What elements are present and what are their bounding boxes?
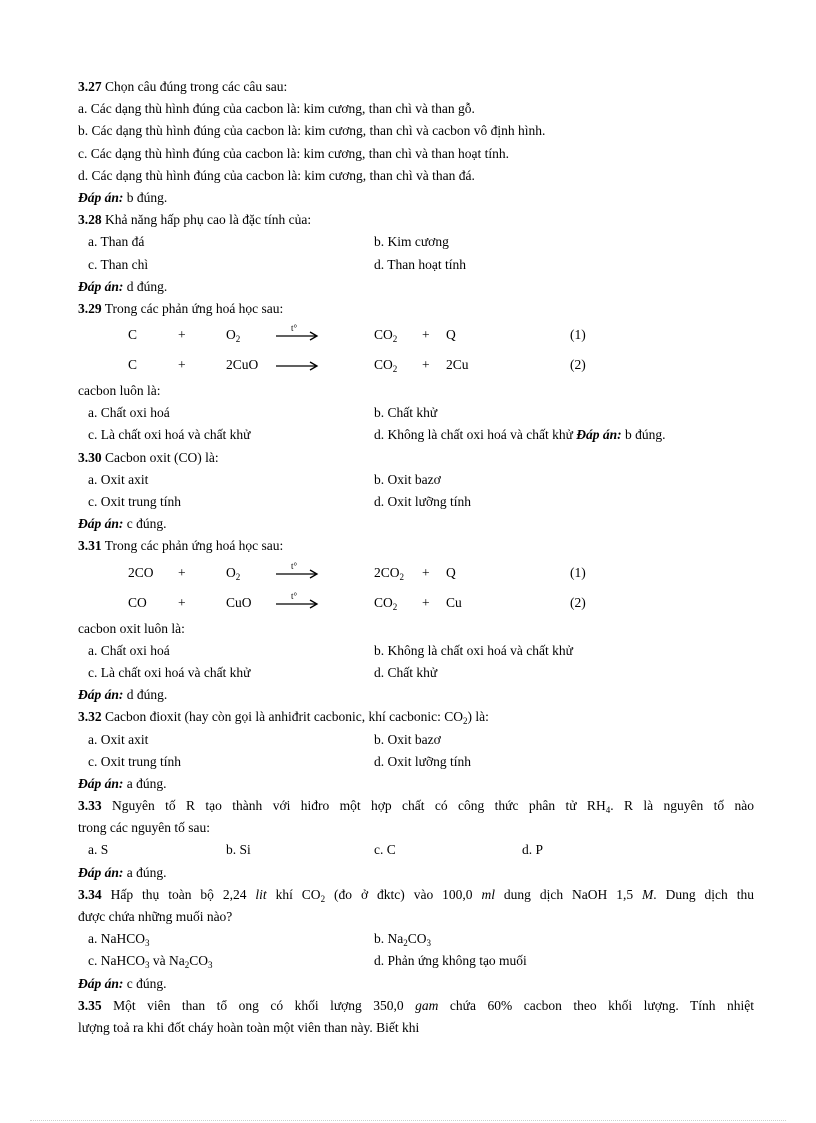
heat-label: t°: [291, 560, 298, 571]
reaction-number: (1): [570, 564, 586, 580]
question-text: Một viên than tổ ong có khối lượng 350,0 gam chứa 60% cacbon theo khối lượng. Tính nhiệt: [113, 997, 754, 1013]
plus-sign: +: [178, 327, 186, 343]
plus-sign: +: [422, 327, 430, 343]
options-row: [78, 424, 754, 446]
answer-value: b đúng.: [621, 427, 666, 443]
question-text-line-2: được chứa những muối nào?: [78, 909, 233, 924]
answer-label: Đáp án:: [78, 189, 124, 205]
question-3-32: [78, 706, 754, 728]
answer-value: b đúng.: [123, 189, 168, 205]
question-text: Trong các phản ứng hoá học sau:: [104, 300, 284, 316]
option-a: a. Chất oxi hoá: [88, 642, 170, 658]
plus-sign: +: [422, 564, 430, 580]
reactant-2: CuO: [226, 594, 252, 610]
options-row: [78, 729, 754, 751]
product-2: Cu: [446, 594, 462, 610]
options-row: [78, 950, 754, 972]
option-d: d. Phản ứng không tạo muối: [374, 953, 527, 969]
reaction-2: [78, 588, 754, 618]
question-number: 3.34: [78, 886, 102, 902]
options-row: [78, 469, 754, 491]
option-c: c. NaHCO$_3$ và $Na_2CO_3$: [88, 953, 213, 971]
option-d: d. Chất khử: [374, 664, 438, 680]
question-text: Chọn câu đúng trong các câu sau:: [105, 79, 288, 94]
reaction-number: (1): [570, 327, 586, 343]
question-text-line-2: lượng toả ra khi đốt cháy hoàn toàn một viên than này. Biết khi: [78, 1019, 420, 1035]
question-tail: cacbon luôn là:: [78, 383, 161, 399]
option-c: c. Là chất oxi hoá và chất khử: [88, 664, 251, 680]
question-text: Cacbon oxit (CO) là:: [105, 449, 219, 465]
reactant-2: $O_2$: [226, 564, 241, 582]
options-row: [78, 839, 754, 861]
reaction-number: (2): [570, 594, 586, 610]
option-b: b. Si: [226, 842, 251, 858]
reaction-1: [78, 320, 754, 350]
question-number: 3.28: [78, 212, 102, 228]
question-3-31: [78, 535, 754, 557]
option-c: c. Oxit trung tính: [88, 753, 181, 769]
option-b: b. $Na_2CO_3$: [374, 931, 432, 949]
question-3-34: [78, 884, 754, 906]
question-text: Khả năng hấp phụ cao là đặc tính của:: [105, 212, 312, 228]
answer-line: [78, 862, 754, 884]
answer-line: [78, 513, 754, 535]
option-b: b. Chất khử: [374, 405, 438, 421]
answer-label: Đáp án:: [78, 278, 124, 294]
option-d: d. Không là chất oxi hoá và chất khử Đáp án: b đúng.: [374, 427, 666, 443]
option-a: a. Oxit axit: [88, 471, 149, 487]
document-page: [78, 76, 754, 1039]
options-row: [78, 662, 754, 684]
product-1: $CO_2$: [374, 594, 398, 612]
reaction-arrow-icon: [276, 320, 320, 350]
option-d: d. Than hoạt tính: [374, 256, 466, 272]
options-row: [78, 491, 754, 513]
answer-label: Đáp án:: [78, 975, 124, 991]
reaction-1: [78, 558, 754, 588]
question-3-30: [78, 447, 754, 469]
option-c: c. Than chì: [88, 256, 149, 272]
question-text: Trong các phản ứng hoá học sau:: [104, 538, 284, 554]
plus-sign: +: [178, 594, 186, 610]
option-b: b. Oxit bazơ: [374, 731, 441, 747]
question-number: 3.27: [78, 79, 102, 94]
options-row: [78, 254, 754, 276]
answer-value: d đúng.: [123, 278, 168, 294]
answer-value: a đúng.: [123, 864, 167, 880]
heat-label: t°: [291, 590, 298, 601]
product-2: Q: [446, 564, 456, 580]
question-text: Cacbon đioxit (hay còn gọi là anhiđrit cacbonic, khí cacbonic: $CO_2$) là:: [105, 709, 489, 727]
reaction-number: (2): [570, 357, 586, 373]
plus-sign: +: [422, 594, 430, 610]
answer-line: [78, 187, 754, 209]
reactant-1: CO: [128, 594, 147, 610]
options-row: [78, 928, 754, 950]
answer-line: [78, 684, 754, 706]
options-row: [78, 751, 754, 773]
answer-line: [78, 973, 754, 995]
option-b: b. Oxit bazơ: [374, 471, 441, 487]
options-row: [78, 640, 754, 662]
answer-line: [78, 276, 754, 298]
heat-label: t°: [291, 323, 298, 334]
option-c: c. C: [374, 842, 396, 858]
answer-label: Đáp án:: [78, 864, 124, 880]
question-number: 3.32: [78, 709, 102, 725]
question-text-line-2: trong các nguyên tố sau:: [78, 820, 210, 836]
plus-sign: +: [422, 357, 430, 373]
option-a: a. S: [88, 842, 109, 858]
plus-sign: +: [178, 564, 186, 580]
option-a: a. Oxit axit: [88, 731, 149, 747]
question-3-28: [78, 209, 754, 231]
reactant-1: C: [128, 357, 138, 373]
option-d: d. Oxit lưỡng tính: [374, 494, 471, 509]
reaction-arrow-icon: [276, 588, 320, 618]
answer-label: Đáp án:: [78, 775, 124, 791]
answer-label: Đáp án:: [78, 516, 124, 532]
product-1: $2CO_2$: [374, 564, 405, 582]
answer-line: [78, 773, 754, 795]
reactant-1: 2CO: [128, 564, 154, 580]
product-2: Q: [446, 327, 456, 343]
question-number: 3.31: [78, 538, 102, 554]
option-a: a. Các dạng thù hình đúng của cacbon là: kim cương, than chì và than gỗ.: [78, 101, 475, 117]
option-b: b. Không là chất oxi hoá và chất khử: [374, 642, 573, 658]
option-d: d. Oxit lưỡng tính: [374, 753, 471, 769]
reaction-arrow-icon: [276, 558, 320, 588]
product-1: $CO_2$: [374, 357, 398, 375]
question-number: 3.33: [78, 798, 102, 814]
page-footer-divider: [30, 1120, 786, 1121]
question-tail: cacbon oxit luôn là:: [78, 620, 185, 636]
product-2: 2Cu: [446, 357, 469, 373]
option-a: a. Than đá: [88, 234, 145, 250]
plus-sign: +: [178, 357, 186, 373]
reaction-2: [78, 350, 754, 380]
reaction-arrow-icon: [276, 350, 320, 380]
answer-label: Đáp án:: [576, 427, 622, 443]
question-3-29: [78, 298, 754, 320]
question-number: 3.29: [78, 300, 102, 316]
product-1: $CO_2$: [374, 327, 398, 345]
answer-value: c đúng.: [123, 975, 167, 991]
option-a: a. NaHCO$_3$: [88, 931, 150, 949]
question-text: Nguyên tố R tạo thành với hiđro một hợp chất có công thức phân tử $RH_4$. R là nguyên tố nào: [112, 798, 755, 816]
option-c: c. Là chất oxi hoá và chất khử: [88, 427, 251, 443]
question-3-27: [78, 76, 754, 98]
options-row: [78, 402, 754, 424]
question-3-33: [78, 795, 754, 817]
answer-label: Đáp án:: [78, 687, 124, 703]
reactant-1: C: [128, 327, 138, 343]
option-c: c. Oxit trung tính: [88, 494, 181, 509]
option-a: a. Chất oxi hoá: [88, 405, 170, 421]
answer-value: c đúng.: [123, 516, 167, 532]
options-row: [78, 231, 754, 253]
option-b: b. Kim cương: [374, 234, 449, 250]
question-number: 3.30: [78, 449, 102, 465]
answer-value: a đúng.: [123, 775, 167, 791]
question-3-35: [78, 995, 754, 1017]
reactant-2: 2CuO: [226, 357, 259, 373]
reactant-2: $O_2$: [226, 327, 241, 345]
option-d: d. Các dạng thù hình đúng của cacbon là: kim cương, than chì và than đá.: [78, 167, 475, 183]
option-b: b. Các dạng thù hình đúng của cacbon là: kim cương, than chì và cacbon vô định hình.: [78, 123, 546, 139]
question-number: 3.35: [78, 997, 102, 1013]
option-d: d. P: [522, 842, 544, 858]
option-c: c. Các dạng thù hình đúng của cacbon là: kim cương, than chì và than hoạt tính.: [78, 145, 509, 161]
question-text: Hấp thụ toàn bộ 2,24 lit khí $CO_2$ (đo ở đktc) vào 100,0 ml dung dịch NaOH 1,5 M. Dung dịch thu: [110, 886, 754, 904]
answer-value: d đúng.: [123, 687, 168, 703]
